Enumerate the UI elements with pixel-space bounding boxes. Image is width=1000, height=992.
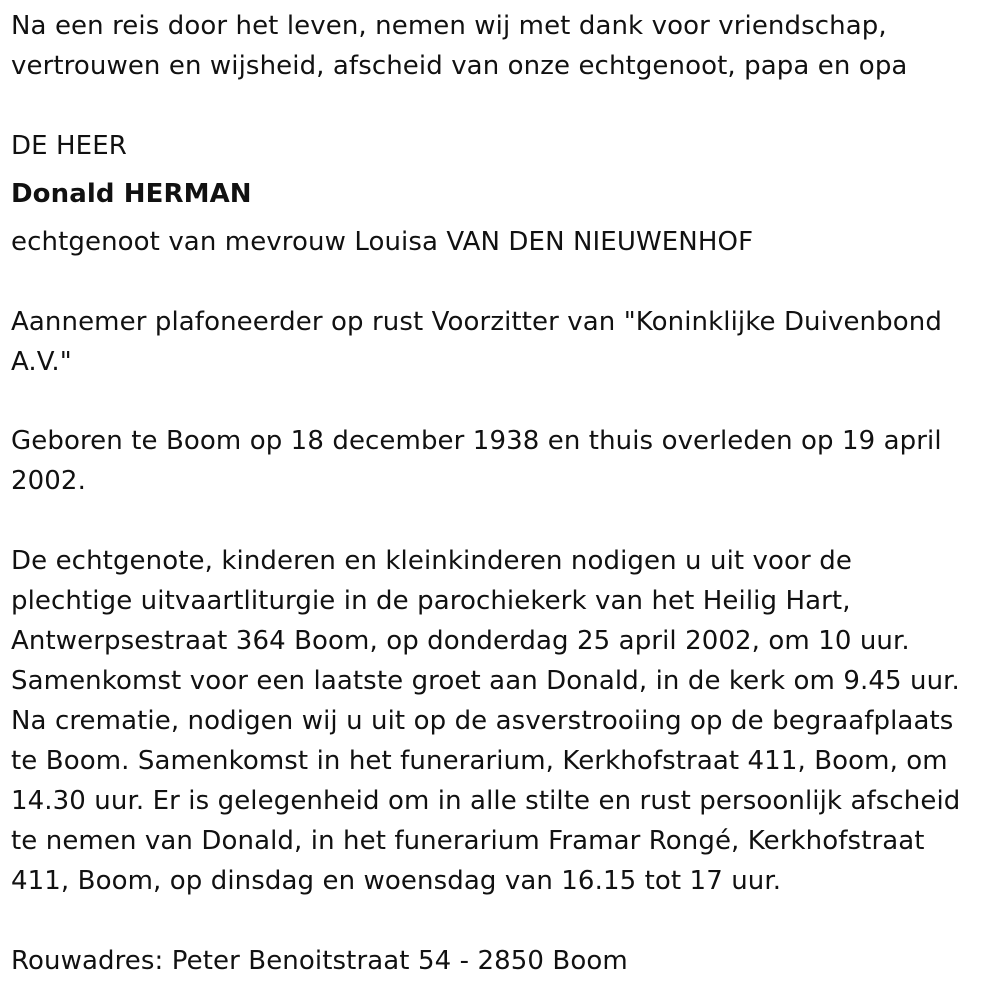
mourning-address: Rouwadres: Peter Benoitstraat 54 - 2850 Boom [11, 946, 628, 976]
occupation-line-1: Aannemer plafoneerder op rust Voorzitter van "Koninklijke Duivenbond [11, 307, 942, 337]
life-dates-line-1: Geboren te Boom op 18 december 1938 en thuis overleden op 19 april [11, 426, 942, 456]
honorific: DE HEER [11, 131, 127, 161]
occupation-line-2: A.V." [11, 347, 72, 377]
invitation-line: De echtgenote, kinderen en kleinkinderen nodigen u uit voor de [11, 546, 852, 576]
invitation-line: Antwerpsestraat 364 Boom, op donderdag 25 april 2002, om 10 uur. [11, 626, 910, 656]
invitation-line: 411, Boom, op dinsdag en woensdag van 16.15 tot 17 uur. [11, 866, 782, 896]
invitation-line: Samenkomst voor een laatste groet aan Donald, in de kerk om 9.45 uur. [11, 666, 960, 696]
invitation-line: 14.30 uur. Er is gelegenheid om in alle stilte en rust persoonlijk afscheid [11, 786, 961, 816]
intro-line-1: Na een reis door het leven, nemen wij met dank voor vriendschap, [11, 11, 887, 41]
invitation-line: te nemen van Donald, in het funerarium Framar Rongé, Kerkhofstraat [11, 826, 925, 856]
invitation-line: plechtige uitvaartliturgie in de parochiekerk van het Heilig Hart, [11, 586, 851, 616]
invitation-line: Na crematie, nodigen wij u uit op de asverstrooiing op de begraafplaats [11, 706, 954, 736]
life-dates-line-2: 2002. [11, 466, 86, 496]
invitation-line: te Boom. Samenkomst in het funerarium, Kerkhofstraat 411, Boom, om [11, 746, 948, 776]
spouse-line: echtgenoot van mevrouw Louisa VAN DEN NIEUWENHOF [11, 227, 754, 257]
intro-line-2: vertrouwen en wijsheid, afscheid van onze echtgenoot, papa en opa [11, 51, 908, 81]
deceased-name: Donald HERMAN [11, 179, 252, 209]
